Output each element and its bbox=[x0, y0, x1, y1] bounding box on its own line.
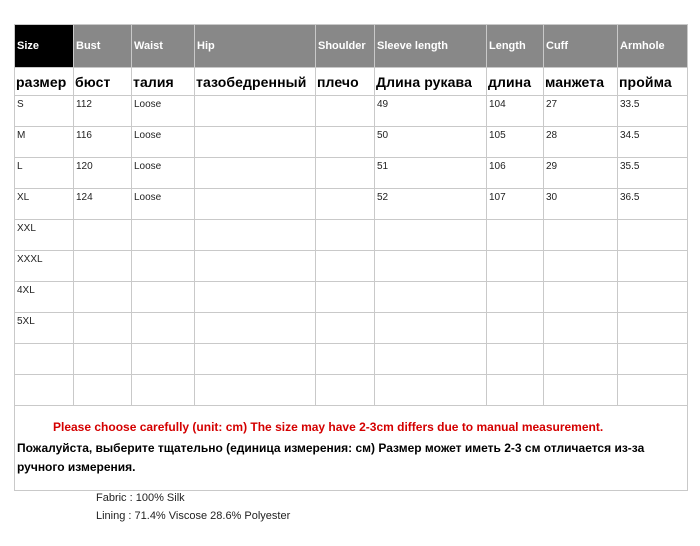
table-cell bbox=[544, 220, 618, 251]
header-cell-sleeve-length: Sleeve length bbox=[375, 25, 487, 68]
header-cell-length: Length bbox=[487, 25, 544, 68]
ru-header-cell: размер bbox=[15, 68, 74, 96]
table-cell: 49 bbox=[375, 96, 487, 127]
table-cell bbox=[74, 375, 132, 406]
table-cell bbox=[316, 220, 375, 251]
russian-header-row bbox=[15, 68, 688, 96]
ru-header-cell: плечо bbox=[316, 68, 375, 96]
table-cell: 5XL bbox=[15, 313, 74, 344]
table-cell bbox=[195, 282, 316, 313]
table-cell: XXL bbox=[15, 220, 74, 251]
note-english: Please choose carefully (unit: cm) The size may have 2-3cm differs due to manual measurement. bbox=[53, 420, 604, 434]
table-cell: Loose bbox=[132, 127, 195, 158]
table-cell bbox=[316, 189, 375, 220]
table-cell bbox=[74, 220, 132, 251]
table-cell bbox=[316, 96, 375, 127]
table-cell bbox=[618, 251, 688, 282]
table-cell: 107 bbox=[487, 189, 544, 220]
table-cell bbox=[74, 251, 132, 282]
table-cell: Loose bbox=[132, 96, 195, 127]
table-cell: Loose bbox=[132, 189, 195, 220]
header-cell-waist: Waist bbox=[132, 25, 195, 68]
table-cell bbox=[15, 375, 74, 406]
table-cell: 104 bbox=[487, 96, 544, 127]
table-cell bbox=[544, 375, 618, 406]
header-cell-bust: Bust bbox=[74, 25, 132, 68]
table-row bbox=[15, 189, 688, 220]
table-cell: 116 bbox=[74, 127, 132, 158]
size-chart-table bbox=[14, 24, 688, 491]
table-cell: 50 bbox=[375, 127, 487, 158]
table-cell bbox=[375, 282, 487, 313]
fabric-line: Fabric : 100% Silk bbox=[96, 492, 185, 504]
table-cell: 30 bbox=[544, 189, 618, 220]
table-row bbox=[15, 344, 688, 375]
table-cell: Loose bbox=[132, 158, 195, 189]
table-cell bbox=[316, 251, 375, 282]
table-row bbox=[15, 158, 688, 189]
ru-header-cell: талия bbox=[132, 68, 195, 96]
table-cell: M bbox=[15, 127, 74, 158]
table-row bbox=[15, 251, 688, 282]
table-cell bbox=[375, 344, 487, 375]
table-cell: 28 bbox=[544, 127, 618, 158]
table-cell bbox=[618, 344, 688, 375]
table-cell bbox=[487, 282, 544, 313]
table-cell: 105 bbox=[487, 127, 544, 158]
table-row bbox=[15, 375, 688, 406]
table-cell bbox=[487, 313, 544, 344]
english-header-row bbox=[15, 25, 688, 68]
table-cell bbox=[544, 344, 618, 375]
table-cell: 33.5 bbox=[618, 96, 688, 127]
table-row bbox=[15, 282, 688, 313]
header-cell-hip: Hip bbox=[195, 25, 316, 68]
table-cell bbox=[195, 375, 316, 406]
table-cell bbox=[195, 220, 316, 251]
ru-header-cell: тазобедренный bbox=[195, 68, 316, 96]
table-cell bbox=[195, 96, 316, 127]
table-cell bbox=[618, 375, 688, 406]
table-cell: 34.5 bbox=[618, 127, 688, 158]
table-cell bbox=[74, 313, 132, 344]
table-cell bbox=[316, 282, 375, 313]
table-row bbox=[15, 313, 688, 344]
table-cell: 124 bbox=[74, 189, 132, 220]
table-cell: 52 bbox=[375, 189, 487, 220]
table-cell bbox=[316, 344, 375, 375]
lining-line: Lining : 71.4% Viscose 28.6% Polyester bbox=[96, 510, 291, 522]
table-cell bbox=[195, 344, 316, 375]
ru-header-cell: манжета bbox=[544, 68, 618, 96]
table-cell bbox=[132, 282, 195, 313]
header-cell-cuff: Cuff bbox=[544, 25, 618, 68]
table-cell: XL bbox=[15, 189, 74, 220]
table-cell bbox=[375, 251, 487, 282]
note-row bbox=[15, 406, 688, 491]
table-row bbox=[15, 96, 688, 127]
table-cell bbox=[618, 313, 688, 344]
table-cell: 35.5 bbox=[618, 158, 688, 189]
table-cell: 106 bbox=[487, 158, 544, 189]
table-cell: 29 bbox=[544, 158, 618, 189]
table-cell: 51 bbox=[375, 158, 487, 189]
table-cell: XXXL bbox=[15, 251, 74, 282]
table-cell bbox=[316, 313, 375, 344]
table-cell bbox=[132, 251, 195, 282]
table-cell bbox=[132, 344, 195, 375]
table-cell: S bbox=[15, 96, 74, 127]
table-row bbox=[15, 220, 688, 251]
table-cell bbox=[618, 282, 688, 313]
note-russian: Пожалуйста, выберите тщательно (единица измерения: см) Размер может иметь 2-3 см отличается из-за ручного измерения. bbox=[17, 441, 645, 474]
table-cell bbox=[132, 220, 195, 251]
table-cell bbox=[195, 189, 316, 220]
table-cell bbox=[316, 375, 375, 406]
table-cell bbox=[195, 313, 316, 344]
table-cell: 27 bbox=[544, 96, 618, 127]
table-cell: 4XL bbox=[15, 282, 74, 313]
ru-header-cell: длина bbox=[487, 68, 544, 96]
table-cell bbox=[195, 251, 316, 282]
table-cell bbox=[316, 158, 375, 189]
header-cell-size: Size bbox=[15, 25, 74, 68]
table-cell: 120 bbox=[74, 158, 132, 189]
note-cell bbox=[15, 406, 688, 491]
ru-header-cell: бюст bbox=[74, 68, 132, 96]
table-cell bbox=[15, 344, 74, 375]
table-cell bbox=[544, 251, 618, 282]
table-row bbox=[15, 127, 688, 158]
table-cell bbox=[74, 344, 132, 375]
ru-header-cell: пройма bbox=[618, 68, 688, 96]
table-cell bbox=[544, 282, 618, 313]
header-cell-shoulder: Shoulder bbox=[316, 25, 375, 68]
table-cell: 112 bbox=[74, 96, 132, 127]
table-cell bbox=[487, 375, 544, 406]
table-cell bbox=[132, 375, 195, 406]
table-cell bbox=[375, 220, 487, 251]
table-cell bbox=[487, 251, 544, 282]
table-cell bbox=[195, 127, 316, 158]
table-cell bbox=[132, 313, 195, 344]
table-cell bbox=[375, 375, 487, 406]
table-cell: L bbox=[15, 158, 74, 189]
table-cell bbox=[74, 282, 132, 313]
header-cell-armhole: Armhole bbox=[618, 25, 688, 68]
table-cell bbox=[487, 344, 544, 375]
table-cell bbox=[375, 313, 487, 344]
table-cell bbox=[618, 220, 688, 251]
table-cell bbox=[195, 158, 316, 189]
table-cell bbox=[316, 127, 375, 158]
table-cell bbox=[544, 313, 618, 344]
fabric-info bbox=[96, 489, 290, 525]
table-cell: 36.5 bbox=[618, 189, 688, 220]
table-cell bbox=[487, 220, 544, 251]
ru-header-cell: Длина рукава bbox=[375, 68, 487, 96]
